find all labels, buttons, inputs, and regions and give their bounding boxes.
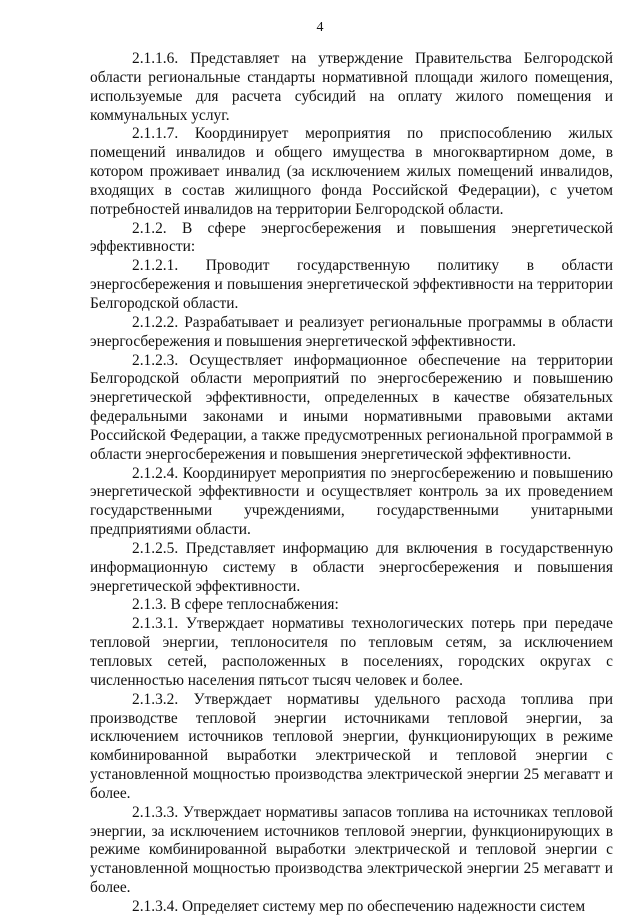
paragraph-2-1-3-4: 2.1.3.4. Определяет систему мер по обеспечению надежности систем bbox=[132, 897, 586, 915]
document-body bbox=[90, 50, 613, 917]
paragraph-2-1-2-1: 2.1.2.1. Проводит государственную политику в области энергосбережения и повышения энергетической эффективности на территории Белгородской области. bbox=[90, 257, 613, 312]
paragraph-2-1-3-2: 2.1.3.2. Утверждает нормативы удельного расхода топлива при производстве тепловой энергии источниками тепловой энергии, за исключением источников тепловой энергии, функционирующих в режиме комбинированной выработки электрической и тепловой энергии с установленной мощностью производства электрической энергии 25 мегаватт и более. bbox=[90, 690, 613, 802]
page-number: 4 bbox=[316, 20, 324, 35]
paragraph-2-1-3-1: 2.1.3.1. Утверждает нормативы технологических потерь при передаче тепловой энергии, теплоносителя по тепловым сетям, за исключением тепловых сетей, расположенных в поселениях, городских округах с численностью населения пятьсот тысяч человек и более. bbox=[90, 615, 613, 689]
paragraph-2-1-3: 2.1.3. В сфере теплоснабжения: bbox=[132, 596, 339, 614]
paragraph-2-1-1-6: 2.1.1.6. Представляет на утверждение Правительства Белгородской области региональные стандарты нормативной площади жилого помещения, используемые для расчета субсидий на оплату жилого помещения и коммунальных услуг. bbox=[90, 50, 613, 124]
paragraph-2-1-2-4: 2.1.2.4. Координирует мероприятия по энергосбережению и повышению энергетической эффективности и осуществляет контроль за их проведением государственными учреждениями, государственными унитарными предприятиями области. bbox=[90, 464, 613, 539]
paragraph-2-1-2: 2.1.2. В сфере энергосбережения и повышения энергетической эффективности: bbox=[90, 219, 613, 256]
paragraph-2-1-3-3: 2.1.3.3. Утверждает нормативы запасов топлива на источниках тепловой энергии, за исключением источников тепловой энергии, функционирующих в режиме комбинированной выработки электрической и тепловой энергии с установленной мощностью производства электрической энергии 25 мегаватт и более. bbox=[90, 803, 613, 897]
paragraph-2-1-1-7: 2.1.1.7. Координирует мероприятия по приспособлению жилых помещений инвалидов и общего имущества в многоквартирном доме, в котором проживает инвалид (за исключением жилых помещений инвалидов, входящих в состав жилищного фонда Российской Федерации), с учетом потребностей инвалидов на территории Белгородской области. bbox=[90, 125, 613, 218]
paragraph-2-1-2-2: 2.1.2.2. Разрабатывает и реализует региональные программы в области энергосбережения и повышения энергетической эффективности. bbox=[90, 313, 613, 350]
paragraph-2-1-2-5: 2.1.2.5. Представляет информацию для включения в государственную информационную систему в области энергосбережения и повышения энергетической эффективности. bbox=[90, 539, 613, 595]
paragraph-2-1-2-3: 2.1.2.3. Осуществляет информационное обеспечение на территории Белгородской области мероприятий по энергосбережению и повышению энергетической эффективности, определенных в качестве обязательных федеральными законами и иными нормативными правовыми актами Российской Федерации, а также предусмотренных региональной программой в области энергосбережения и повышения энергетической эффективности. bbox=[90, 351, 613, 463]
